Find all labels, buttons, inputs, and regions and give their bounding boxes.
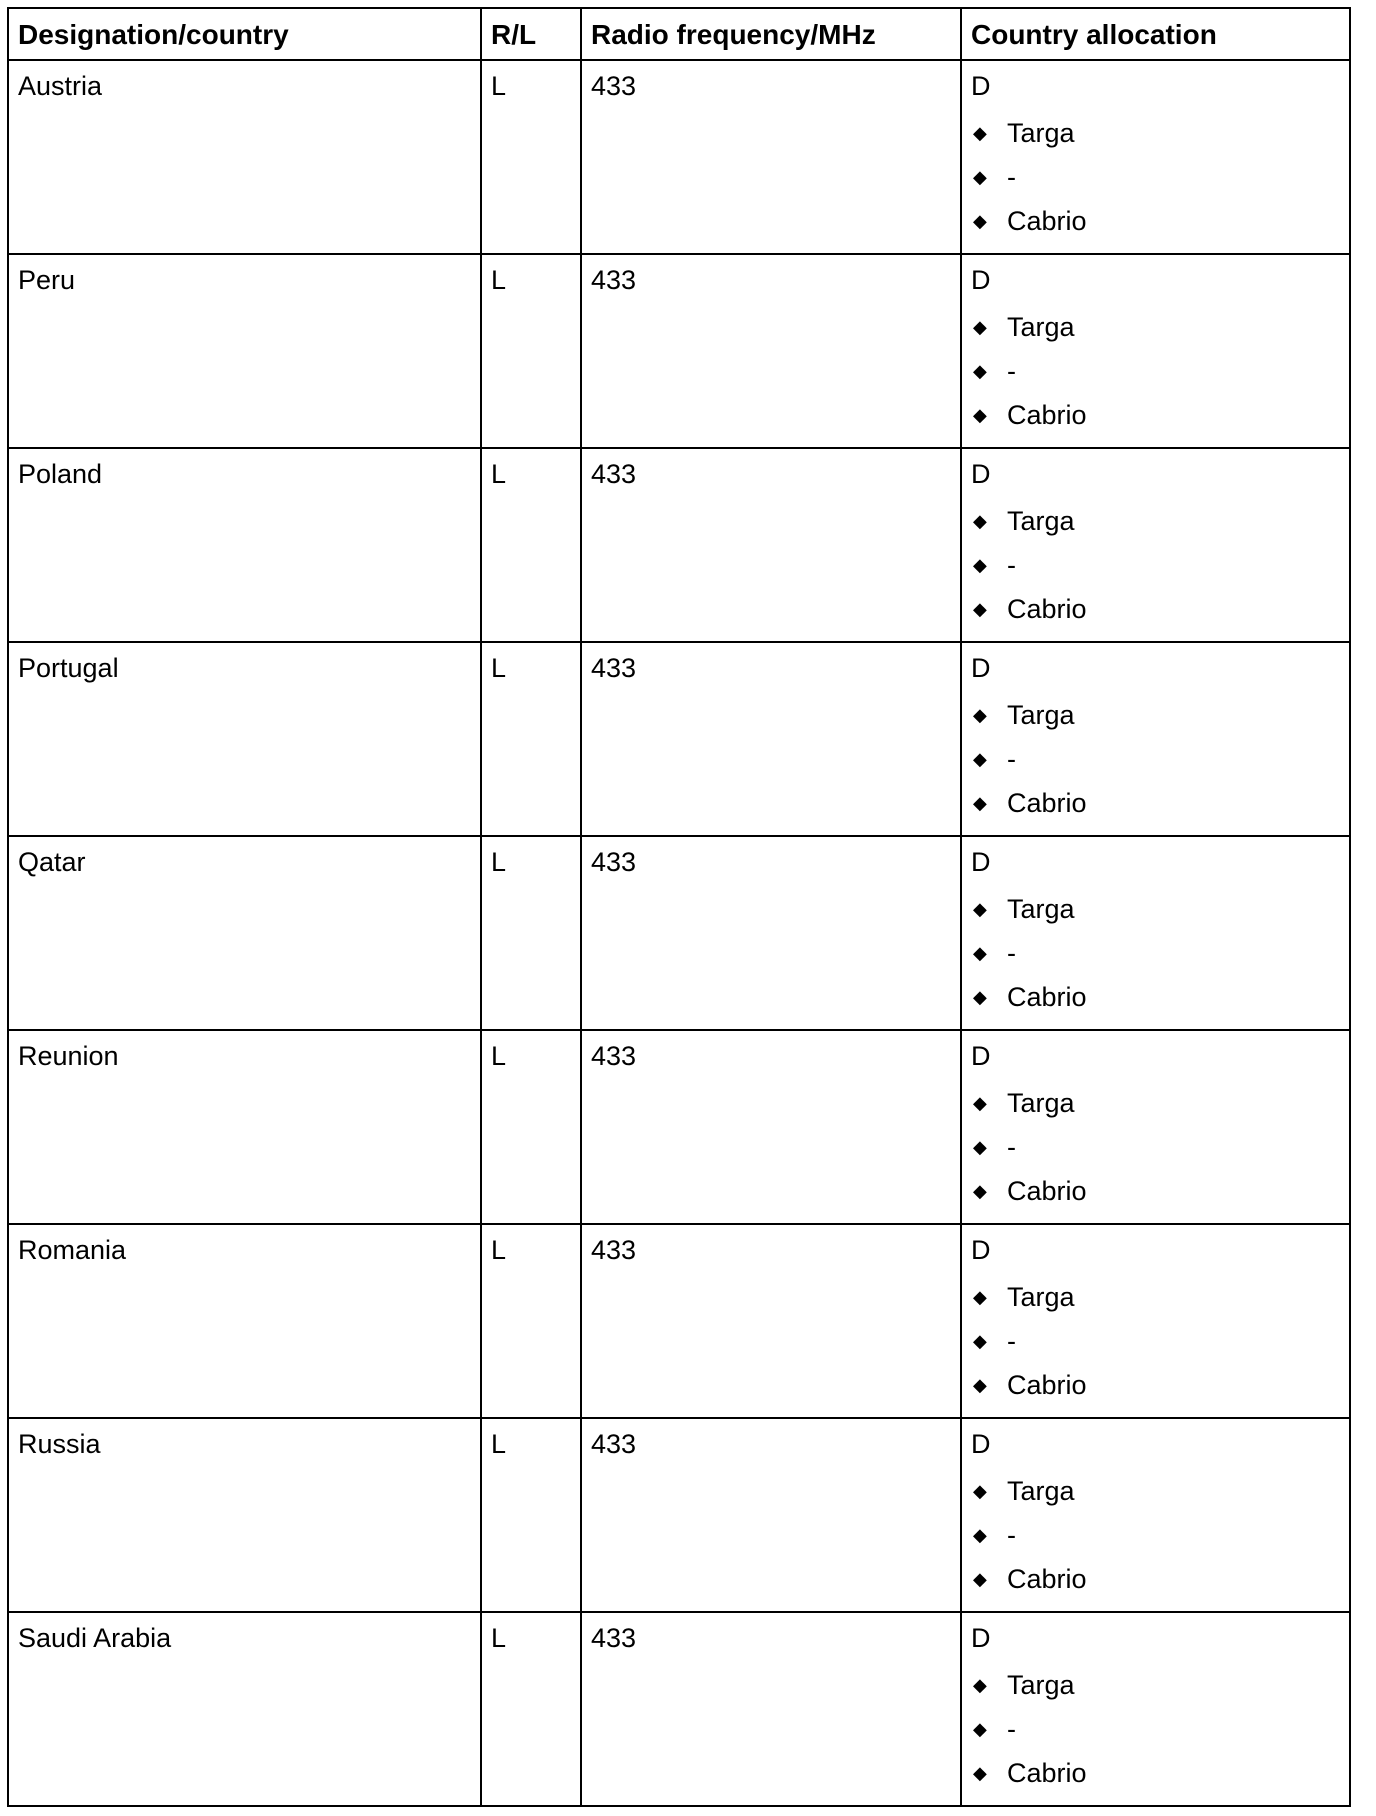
allocation-option xyxy=(971,1513,1340,1557)
cell-frequency: 433 xyxy=(581,254,961,448)
allocation-option-label: Cabrio xyxy=(1007,594,1087,624)
allocation-option xyxy=(971,975,1340,1019)
diamond-bullet-icon: ◆ xyxy=(973,1719,987,1739)
cell-frequency: 433 xyxy=(581,1612,961,1806)
diamond-bullet-icon: ◆ xyxy=(973,511,987,531)
allocation-option xyxy=(971,393,1340,437)
cell-country-allocation xyxy=(961,836,1350,1030)
allocation-option xyxy=(971,1169,1340,1213)
allocation-option-label: Cabrio xyxy=(1007,982,1087,1012)
allocation-code: D xyxy=(971,653,991,683)
cell-country: Qatar xyxy=(8,836,481,1030)
diamond-bullet-icon: ◆ xyxy=(973,943,987,963)
allocation-option xyxy=(971,1663,1340,1707)
diamond-bullet-icon: ◆ xyxy=(973,599,987,619)
table-body xyxy=(8,60,1350,1806)
allocation-option xyxy=(971,349,1340,393)
allocation-options-list xyxy=(971,111,1340,243)
cell-frequency: 433 xyxy=(581,1030,961,1224)
header-rl: R/L xyxy=(481,8,581,60)
allocation-option-label: - xyxy=(1007,744,1016,774)
diamond-bullet-icon: ◆ xyxy=(973,1525,987,1545)
cell-country-allocation xyxy=(961,254,1350,448)
diamond-bullet-icon: ◆ xyxy=(973,793,987,813)
cell-frequency: 433 xyxy=(581,448,961,642)
country-allocation-table xyxy=(7,7,1351,1807)
allocation-option-label: - xyxy=(1007,1714,1016,1744)
allocation-option-label: Cabrio xyxy=(1007,1370,1087,1400)
allocation-option xyxy=(971,1319,1340,1363)
cell-country-allocation xyxy=(961,1224,1350,1418)
cell-country: Romania xyxy=(8,1224,481,1418)
cell-rl: L xyxy=(481,1030,581,1224)
allocation-option-label: - xyxy=(1007,1520,1016,1550)
allocation-option-label: Targa xyxy=(1007,1088,1075,1118)
allocation-option xyxy=(971,1125,1340,1169)
allocation-option xyxy=(971,737,1340,781)
allocation-option xyxy=(971,587,1340,631)
diamond-bullet-icon: ◆ xyxy=(973,899,987,919)
allocation-option xyxy=(971,155,1340,199)
allocation-option-label: Cabrio xyxy=(1007,1758,1087,1788)
allocation-option xyxy=(971,1363,1340,1407)
cell-country-allocation xyxy=(961,1418,1350,1612)
allocation-option-label: Cabrio xyxy=(1007,400,1087,430)
table-row xyxy=(8,448,1350,642)
diamond-bullet-icon: ◆ xyxy=(973,1763,987,1783)
allocation-options-list xyxy=(971,305,1340,437)
allocation-options-list xyxy=(971,1081,1340,1213)
allocation-options-list xyxy=(971,1275,1340,1407)
allocation-option xyxy=(971,111,1340,155)
table-row xyxy=(8,836,1350,1030)
allocation-code: D xyxy=(971,847,991,877)
cell-country: Russia xyxy=(8,1418,481,1612)
allocation-option xyxy=(971,1081,1340,1125)
allocation-options-list xyxy=(971,499,1340,631)
cell-country-allocation xyxy=(961,642,1350,836)
allocation-options-list xyxy=(971,887,1340,1019)
allocation-option-label: - xyxy=(1007,356,1016,386)
cell-rl: L xyxy=(481,1612,581,1806)
allocation-option xyxy=(971,1707,1340,1751)
cell-country-allocation xyxy=(961,1612,1350,1806)
cell-rl: L xyxy=(481,60,581,254)
cell-rl: L xyxy=(481,448,581,642)
allocation-code: D xyxy=(971,71,991,101)
allocation-option xyxy=(971,305,1340,349)
table-row xyxy=(8,1418,1350,1612)
diamond-bullet-icon: ◆ xyxy=(973,167,987,187)
cell-frequency: 433 xyxy=(581,1418,961,1612)
cell-frequency: 433 xyxy=(581,836,961,1030)
allocation-option xyxy=(971,199,1340,243)
allocation-option-label: Cabrio xyxy=(1007,1176,1087,1206)
header-row xyxy=(8,8,1350,60)
allocation-option xyxy=(971,693,1340,737)
diamond-bullet-icon: ◆ xyxy=(973,1093,987,1113)
allocation-option xyxy=(971,1751,1340,1795)
cell-country: Saudi Arabia xyxy=(8,1612,481,1806)
allocation-option xyxy=(971,887,1340,931)
cell-frequency: 433 xyxy=(581,1224,961,1418)
diamond-bullet-icon: ◆ xyxy=(973,405,987,425)
diamond-bullet-icon: ◆ xyxy=(973,987,987,1007)
allocation-code: D xyxy=(971,459,991,489)
allocation-option-label: - xyxy=(1007,550,1016,580)
allocation-option-label: - xyxy=(1007,938,1016,968)
header-designation-country: Designation/country xyxy=(8,8,481,60)
diamond-bullet-icon: ◆ xyxy=(973,555,987,575)
allocation-option-label: Cabrio xyxy=(1007,206,1087,236)
allocation-option xyxy=(971,499,1340,543)
cell-rl: L xyxy=(481,642,581,836)
allocation-option xyxy=(971,931,1340,975)
allocation-option-label: Targa xyxy=(1007,1282,1075,1312)
cell-country: Peru xyxy=(8,254,481,448)
cell-frequency: 433 xyxy=(581,60,961,254)
allocation-option xyxy=(971,781,1340,825)
diamond-bullet-icon: ◆ xyxy=(973,1375,987,1395)
diamond-bullet-icon: ◆ xyxy=(973,1331,987,1351)
allocation-option-label: Targa xyxy=(1007,894,1075,924)
cell-country: Austria xyxy=(8,60,481,254)
table-row xyxy=(8,60,1350,254)
allocation-code: D xyxy=(971,1623,991,1653)
allocation-code: D xyxy=(971,1041,991,1071)
table-row xyxy=(8,1030,1350,1224)
allocation-code: D xyxy=(971,265,991,295)
cell-rl: L xyxy=(481,254,581,448)
cell-rl: L xyxy=(481,1418,581,1612)
allocation-option-label: Targa xyxy=(1007,1476,1075,1506)
diamond-bullet-icon: ◆ xyxy=(973,1569,987,1589)
allocation-option-label: - xyxy=(1007,1132,1016,1162)
table-row xyxy=(8,642,1350,836)
allocation-option-label: Targa xyxy=(1007,118,1075,148)
table-row xyxy=(8,1224,1350,1418)
cell-country-allocation xyxy=(961,60,1350,254)
cell-country: Portugal xyxy=(8,642,481,836)
cell-country-allocation xyxy=(961,1030,1350,1224)
diamond-bullet-icon: ◆ xyxy=(973,705,987,725)
allocation-option-label: Targa xyxy=(1007,700,1075,730)
allocation-option xyxy=(971,1275,1340,1319)
cell-country: Poland xyxy=(8,448,481,642)
allocation-option xyxy=(971,543,1340,587)
cell-rl: L xyxy=(481,1224,581,1418)
diamond-bullet-icon: ◆ xyxy=(973,1137,987,1157)
table-row xyxy=(8,1612,1350,1806)
allocation-code: D xyxy=(971,1429,991,1459)
diamond-bullet-icon: ◆ xyxy=(973,1675,987,1695)
diamond-bullet-icon: ◆ xyxy=(973,123,987,143)
allocation-option xyxy=(971,1557,1340,1601)
header-radio-frequency: Radio frequency/MHz xyxy=(581,8,961,60)
table-row xyxy=(8,254,1350,448)
diamond-bullet-icon: ◆ xyxy=(973,317,987,337)
diamond-bullet-icon: ◆ xyxy=(973,1181,987,1201)
cell-country-allocation xyxy=(961,448,1350,642)
allocation-option-label: Cabrio xyxy=(1007,788,1087,818)
allocation-option-label: - xyxy=(1007,162,1016,192)
cell-country: Reunion xyxy=(8,1030,481,1224)
allocation-option-label: - xyxy=(1007,1326,1016,1356)
diamond-bullet-icon: ◆ xyxy=(973,1481,987,1501)
diamond-bullet-icon: ◆ xyxy=(973,211,987,231)
diamond-bullet-icon: ◆ xyxy=(973,361,987,381)
allocation-option-label: Targa xyxy=(1007,506,1075,536)
allocation-options-list xyxy=(971,693,1340,825)
allocation-options-list xyxy=(971,1469,1340,1601)
allocation-option xyxy=(971,1469,1340,1513)
allocation-options-list xyxy=(971,1663,1340,1795)
allocation-code: D xyxy=(971,1235,991,1265)
diamond-bullet-icon: ◆ xyxy=(973,749,987,769)
allocation-option-label: Targa xyxy=(1007,312,1075,342)
header-country-allocation: Country allocation xyxy=(961,8,1350,60)
diamond-bullet-icon: ◆ xyxy=(973,1287,987,1307)
cell-frequency: 433 xyxy=(581,642,961,836)
cell-rl: L xyxy=(481,836,581,1030)
allocation-option-label: Cabrio xyxy=(1007,1564,1087,1594)
allocation-option-label: Targa xyxy=(1007,1670,1075,1700)
